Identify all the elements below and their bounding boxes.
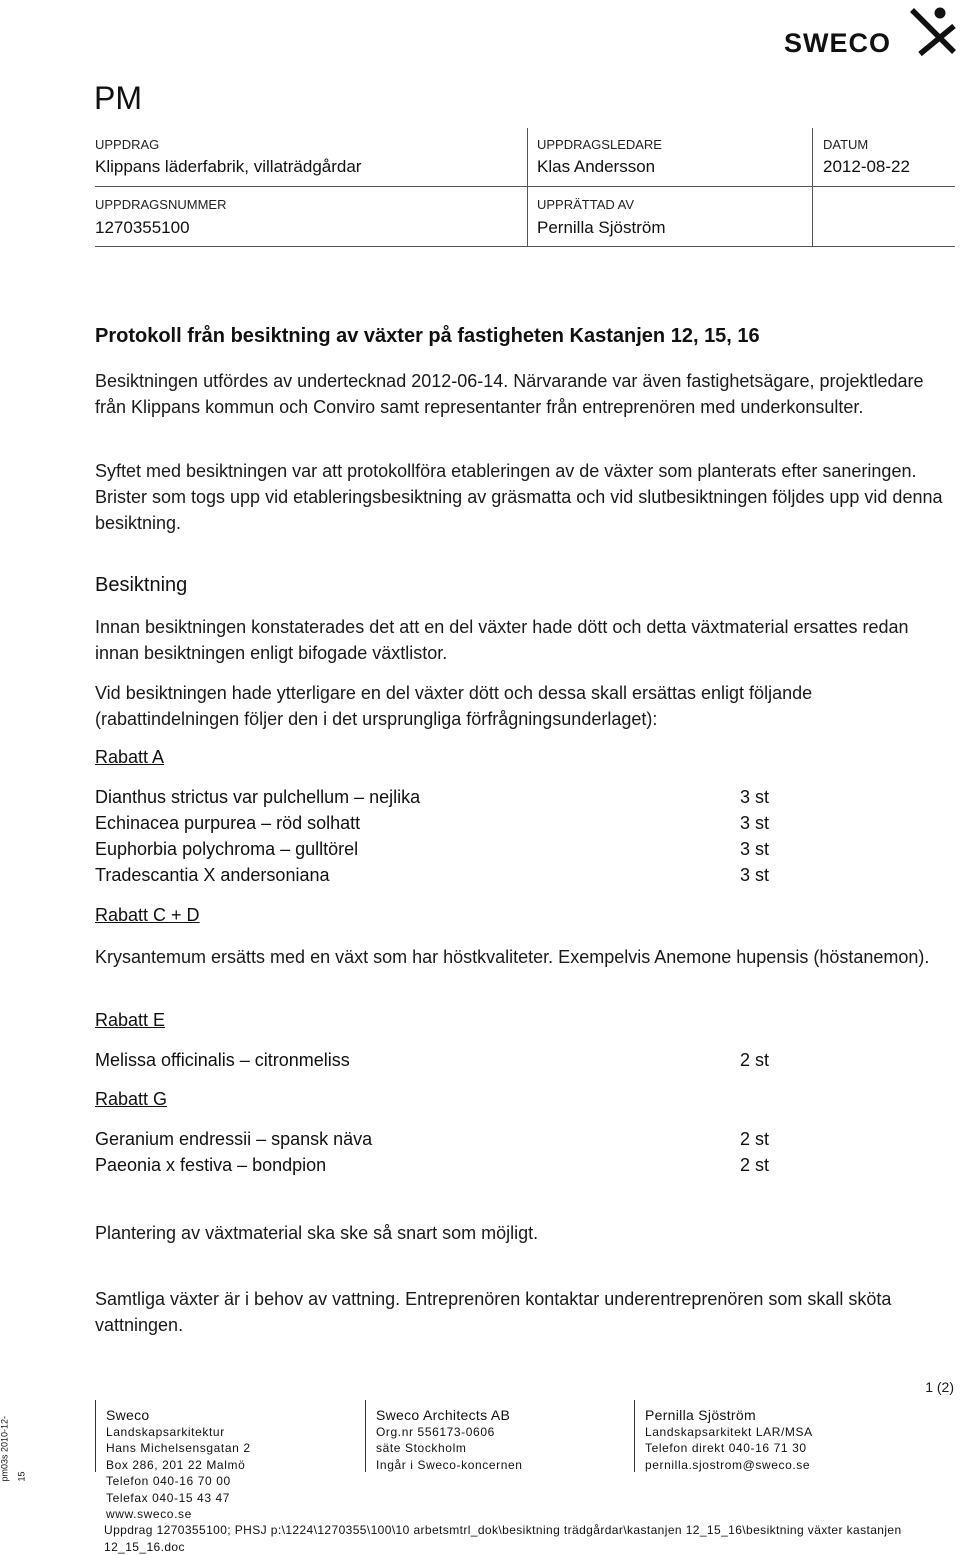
- plant-name: Tradescantia X andersoniana: [95, 865, 330, 885]
- rabatt-g-heading: Rabatt G: [95, 1089, 168, 1109]
- footer-divider: [634, 1400, 635, 1472]
- footer-website: www.sweco.se: [106, 1507, 192, 1521]
- uppdragsnummer-label: UPPDRAGSNUMMER: [95, 197, 227, 212]
- footer-divider: [365, 1400, 366, 1472]
- page-number: 1 (2): [925, 1379, 954, 1395]
- closing-paragraph: Plantering av växtmaterial ska ske så snart som möjligt.: [95, 1223, 539, 1243]
- footer-line: Telefax 040-15 43 47: [106, 1490, 231, 1505]
- footer-legal-column: [376, 1407, 523, 1473]
- plant-name: Geranium endressii – spansk näva: [95, 1129, 373, 1149]
- uppdragsledare-label: UPPDRAGSLEDARE: [537, 137, 662, 152]
- upprattad-label: UPPRÄTTAD AV: [537, 197, 635, 212]
- rabatt-a-heading: Rabatt A: [95, 747, 165, 767]
- intro-paragraph: Besiktningen utfördes av undertecknad 2012-06-14. Närvarande var även fastighetsägare, projektledare från Klippans kommun och Conviro samt representanter från entreprenören med underkonsulter.: [95, 371, 924, 417]
- footer-line: Telefon direkt 040-16 71 30: [645, 1441, 807, 1455]
- upprattad-value: Pernilla Sjöström: [537, 218, 666, 237]
- body-paragraph: Innan besiktningen konstaterades det att en del växter hade dött och detta växtmaterial ersattes redan innan besiktningen enligt bifogade växtlistor.: [95, 617, 909, 663]
- footer-company-column: [106, 1407, 251, 1523]
- plant-quantity: 3 st: [740, 813, 770, 833]
- footer-line: Hans Michelsensgatan 2: [106, 1441, 251, 1455]
- header-bottom-line: [95, 246, 955, 247]
- footer-line: Ingår i Sweco-koncernen: [376, 1457, 523, 1472]
- plant-name: Paeonia x festiva – bondpion: [95, 1155, 327, 1175]
- protocol-title: Protokoll från besiktning av växter på fastigheten Kastanjen 12, 15, 16: [95, 325, 760, 347]
- plant-quantity: 3 st: [740, 839, 770, 859]
- footer-line: Landskapsarkitektur: [106, 1424, 225, 1439]
- body-paragraph: Vid besiktningen hade ytterligare en del växter dött och dessa skall ersättas enligt följande (rabattindelningen följer den i det ursprungliga förfrågningsunderlaget):: [95, 683, 813, 729]
- footer-company-name: Sweco: [106, 1407, 150, 1423]
- plant-name: Euphorbia polychroma – gulltörel: [95, 839, 359, 859]
- footer-legal-name: Sweco Architects AB: [376, 1407, 511, 1423]
- header-divider: [527, 128, 528, 247]
- plant-quantity: 2 st: [740, 1050, 770, 1070]
- template-code: pm03s 2010-12-15: [0, 1415, 26, 1482]
- footer-email: pernilla.sjostrom@sweco.se: [645, 1457, 811, 1472]
- uppdragsledare-value: Klas Andersson: [537, 157, 656, 176]
- purpose-paragraph: Syftet med besiktningen var att protokollföra etableringen av de växter som planterats efter saneringen. Brister som togs upp vid etableringsbesiktning av gräsmatta och vid slutbesiktningen följdes upp vid denna besiktning.: [95, 461, 943, 533]
- uppdrag-label: UPPDRAG: [95, 137, 160, 152]
- header-divider: [812, 128, 813, 247]
- footer-contact-column: [645, 1407, 813, 1473]
- rabatt-e-heading: Rabatt E: [95, 1010, 166, 1030]
- rabatt-cd-heading: Rabatt C + D: [95, 905, 200, 925]
- plant-name: Echinacea purpurea – röd solhatt: [95, 813, 361, 833]
- datum-value: 2012-08-22: [823, 157, 910, 176]
- sweco-cross-icon: [902, 4, 958, 56]
- footer-line: Landskapsarkitekt LAR/MSA: [645, 1424, 813, 1439]
- rabatt-cd-text: Krysantemum ersätts med en växt som har höstkvaliteter. Exempelvis Anemone hupensis (höstanemon).: [95, 947, 930, 967]
- footer-line: Telefon 040-16 70 00: [106, 1474, 231, 1488]
- footer-line: Box 286, 201 22 Malmö: [106, 1457, 246, 1472]
- plant-quantity: 2 st: [740, 1129, 770, 1149]
- header-row-divider: [95, 186, 955, 187]
- plant-quantity: 2 st: [740, 1155, 770, 1175]
- footer-line: säte Stockholm: [376, 1441, 467, 1455]
- uppdragsnummer-value: 1270355100: [95, 218, 190, 237]
- plant-quantity: 3 st: [740, 865, 770, 885]
- plant-quantity: 3 st: [740, 787, 770, 807]
- uppdrag-value: Klippans läderfabrik, villaträdgårdar: [95, 157, 362, 176]
- closing-paragraph: Samtliga växter är i behov av vattning. Entreprenören kontaktar underentreprenören som skall sköta vattningen.: [95, 1289, 892, 1335]
- document-type: PM: [94, 80, 142, 116]
- plant-name: Dianthus strictus var pulchellum – nejlika: [95, 787, 421, 807]
- footer-contact-name: Pernilla Sjöström: [645, 1407, 756, 1423]
- footer-divider: [95, 1400, 96, 1472]
- sweco-logo-text: SWECO: [784, 28, 892, 58]
- section-heading: Besiktning: [95, 574, 188, 596]
- datum-label: DATUM: [823, 137, 869, 152]
- footer-line: Org.nr 556173-0606: [376, 1424, 495, 1439]
- plant-name: Melissa officinalis – citronmeliss: [95, 1050, 350, 1070]
- footer-file-path: Uppdrag 1270355100; PHSJ p:\1224\1270355\100\10 arbetsmtrl_dok\besiktning trädgårdar\kastanjen 12_15_16\besiktning växter kastanjen 12_15_16.doc: [104, 1523, 902, 1554]
